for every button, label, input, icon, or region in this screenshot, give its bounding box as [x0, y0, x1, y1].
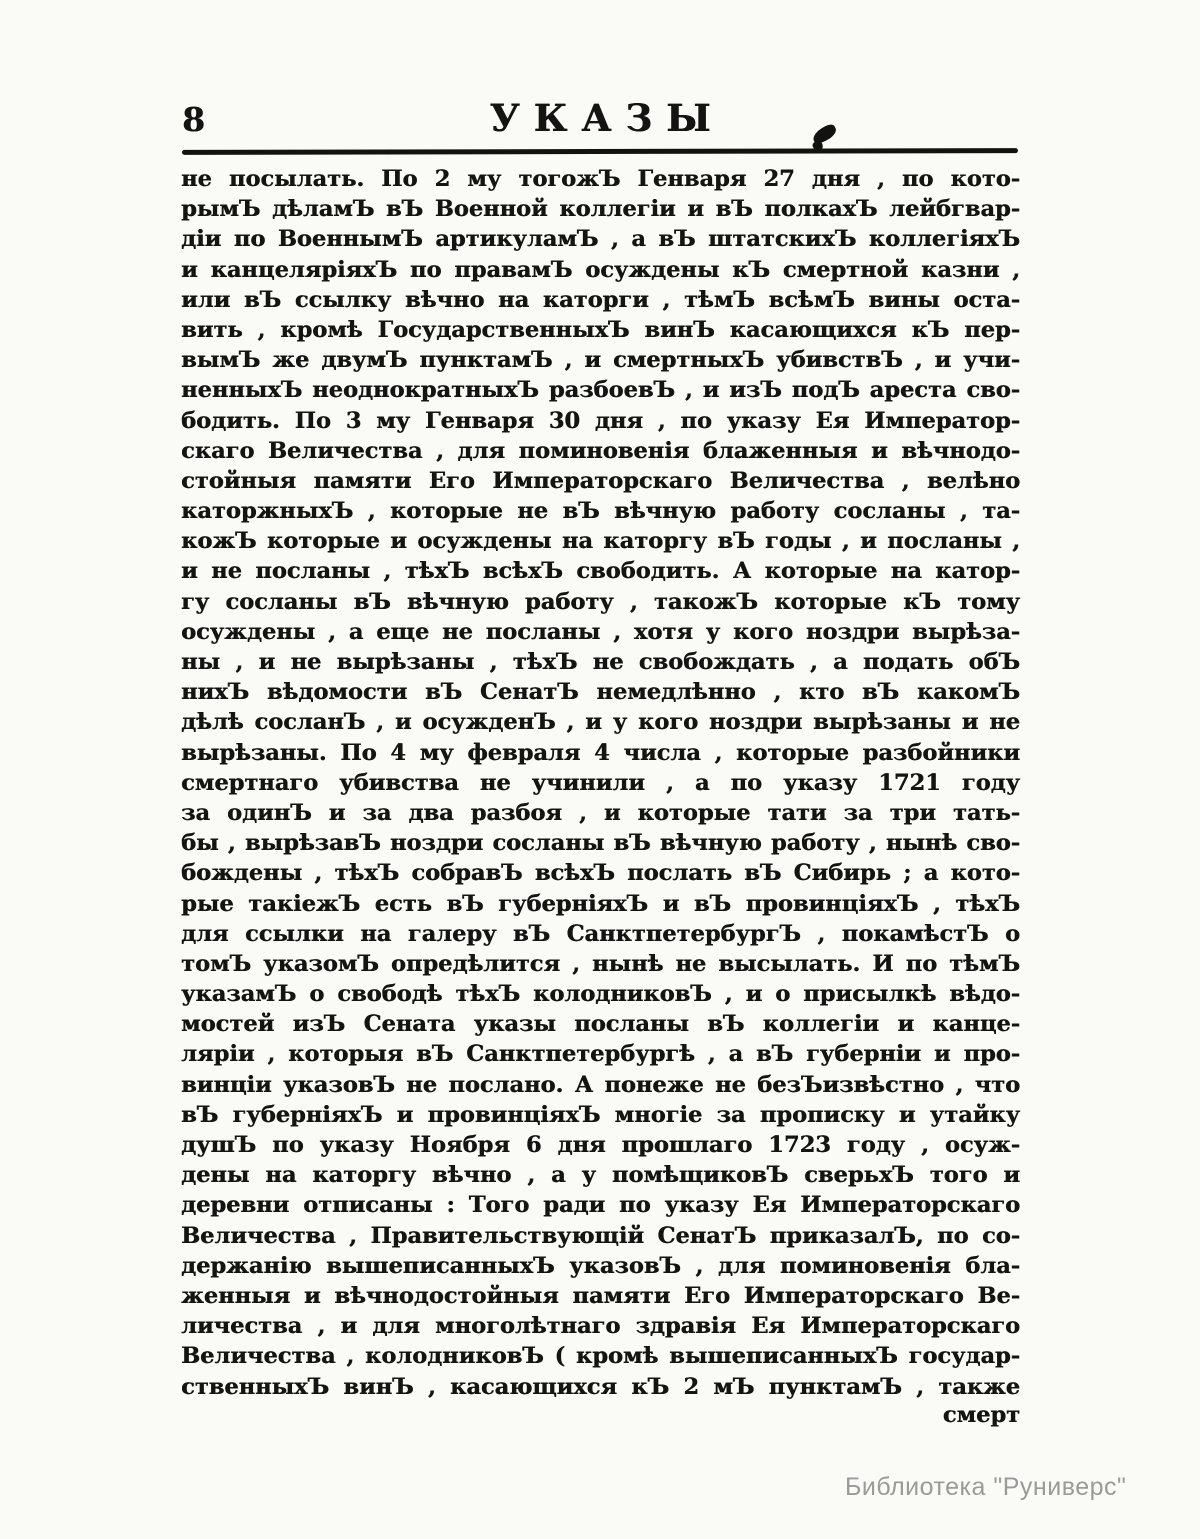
text-line: винціи указовЪ не послано. А понеже не безЪизвѣстно , что	[181, 1071, 1020, 1098]
text-line: бы , вырѣзавЪ ноздри сосланы вЪ вѣчную работу , нынѣ сво-	[181, 830, 1020, 857]
library-watermark: Библиотека "Руниверс"	[845, 1473, 1127, 1501]
text-line: вить , кромѣ ГосударственныхЪ винЪ касающихся кЪ пер-	[181, 316, 1020, 343]
text-line: нихЪ вѣдомости вЪ СенатЪ немедлѣнно , кто вЪ какомЪ	[181, 679, 1020, 706]
text-line: не посылать. По 2 му тогожЪ Генваря 27 дня , по кото-	[181, 166, 1020, 192]
header-rule	[182, 148, 1018, 155]
text-line: Величества , колодниковЪ ( кромѣ вышеписанныхЪ государ-	[181, 1343, 1020, 1370]
text-line: бодить. По 3 му Генваря 30 дня , по указу Ея Император-	[181, 407, 1020, 434]
text-line: скаго Величества , для поминовенія блаженныя и вѣчнодо-	[181, 437, 1020, 464]
text-line: ненныхЪ неоднократныхЪ разбоевЪ , и изЪ подЪ ареста сво-	[181, 377, 1020, 404]
catchword: смерт	[942, 1402, 1020, 1428]
text-line: душЪ по указу Ноября 6 дня прошлаго 1723 году , осуж-	[181, 1132, 1020, 1158]
text-line: за одинЪ и за два разбоя , и которые тати за три тать-	[181, 799, 1020, 826]
text-line: вырѣзаны. По 4 му февраля 4 числа , которые разбойники	[181, 739, 1020, 766]
page-number: 8	[182, 100, 205, 139]
text-line: бождены , тѣхЪ собравЪ всѣхЪ послать вЪ Сибирь ; а кото-	[181, 860, 1020, 887]
text-line: рымЪ дѣламЪ вЪ Военной коллегіи и вЪ полкахЪ лейбгвар-	[181, 196, 1020, 223]
text-line: кожЪ которые и осуждены на каторгу вЪ годы , и посланы ,	[181, 528, 1020, 555]
text-line: мостей изЪ Сената указы посланы вЪ коллегіи и канце-	[181, 1011, 1020, 1038]
text-line: для ссылки на галеру вЪ СанктпетербургЪ , покамѣстЪ о	[181, 920, 1020, 947]
text-line: Величества , Правительствующій СенатЪ приказалЪ, по со-	[181, 1222, 1020, 1249]
text-line: и канцеляріяхЪ по правамЪ осуждены кЪ смертной казни ,	[181, 256, 1020, 283]
text-line: ственныхЪ винЪ , касающихся кЪ 2 мЪ пунктамЪ , также	[181, 1373, 1020, 1400]
text-line: дѣлѣ сосланЪ , и осужденЪ , и у кого ноздри вырѣзаны и не	[181, 709, 1020, 736]
text-line: вымЪ же двумЪ пунктамЪ , и смертныхЪ убивствЪ , и учи-	[181, 347, 1020, 374]
text-line: каторжныхЪ , которые не вЪ вѣчную работу сосланы , та-	[181, 498, 1020, 525]
text-line: дены на каторгу вѣчно , а у помѣщиковЪ сверьхЪ того и	[181, 1162, 1020, 1189]
text-line: осуждены , а еще не посланы , хотя у кого ноздри вырѣза-	[181, 618, 1020, 645]
text-line: деревни отписаны : Того ради по указу Ея Императорскаго	[181, 1192, 1020, 1219]
text-line: ны , и не вырѣзаны , тѣхЪ не свобождать , а подать обЪ	[181, 649, 1020, 675]
text-line: личества , и для многолѣтнаго здравія Ея Императорскаго	[181, 1313, 1020, 1340]
text-line: женныя и вѣчнодостойныя памяти Его Императорскаго Ве-	[181, 1282, 1020, 1309]
text-line: или вЪ ссылку вѣчно на каторги , тѣмЪ всѣмЪ вины оста-	[181, 286, 1020, 313]
decree-body-text	[181, 164, 1020, 1402]
text-line: гу сосланы вЪ вѣчную работу , такожЪ которые кЪ тому	[181, 588, 1020, 615]
text-line: вЪ губерніяхЪ и провинціяхЪ многіе за прописку и утайку	[181, 1101, 1020, 1128]
text-line: держанію вышеписанныхЪ указовЪ , для поминовенія бла-	[181, 1252, 1020, 1279]
text-line: ляріи , которыя вЪ Санктпетербургѣ , а вЪ губерніи и про-	[181, 1041, 1020, 1068]
text-line: смертнаго убивства не учинили , а по указу 1721 году	[181, 769, 1020, 796]
text-line: и не посланы , тѣхЪ всѣхЪ свободить. А которые на катор-	[181, 558, 1020, 585]
text-line: томЪ указомЪ опредѣлится , нынѣ не высылать. И по тѣмЪ	[181, 950, 1020, 977]
text-line: діи по ВоеннымЪ артикуламЪ , а вЪ штатскихЪ коллегіяхЪ	[181, 226, 1020, 253]
page-title: УКАЗЫ	[489, 96, 725, 140]
text-line: указамЪ о свободѣ тѣхЪ колодниковЪ , и о присылкѣ вѣдо-	[181, 981, 1020, 1008]
text-line: стойныя памяти Его Императорскаго Величества , велѣно	[181, 467, 1020, 494]
text-line: рые такіежЪ есть вЪ губерніяхЪ и вЪ провинціяхЪ , тѣхЪ	[181, 890, 1020, 917]
